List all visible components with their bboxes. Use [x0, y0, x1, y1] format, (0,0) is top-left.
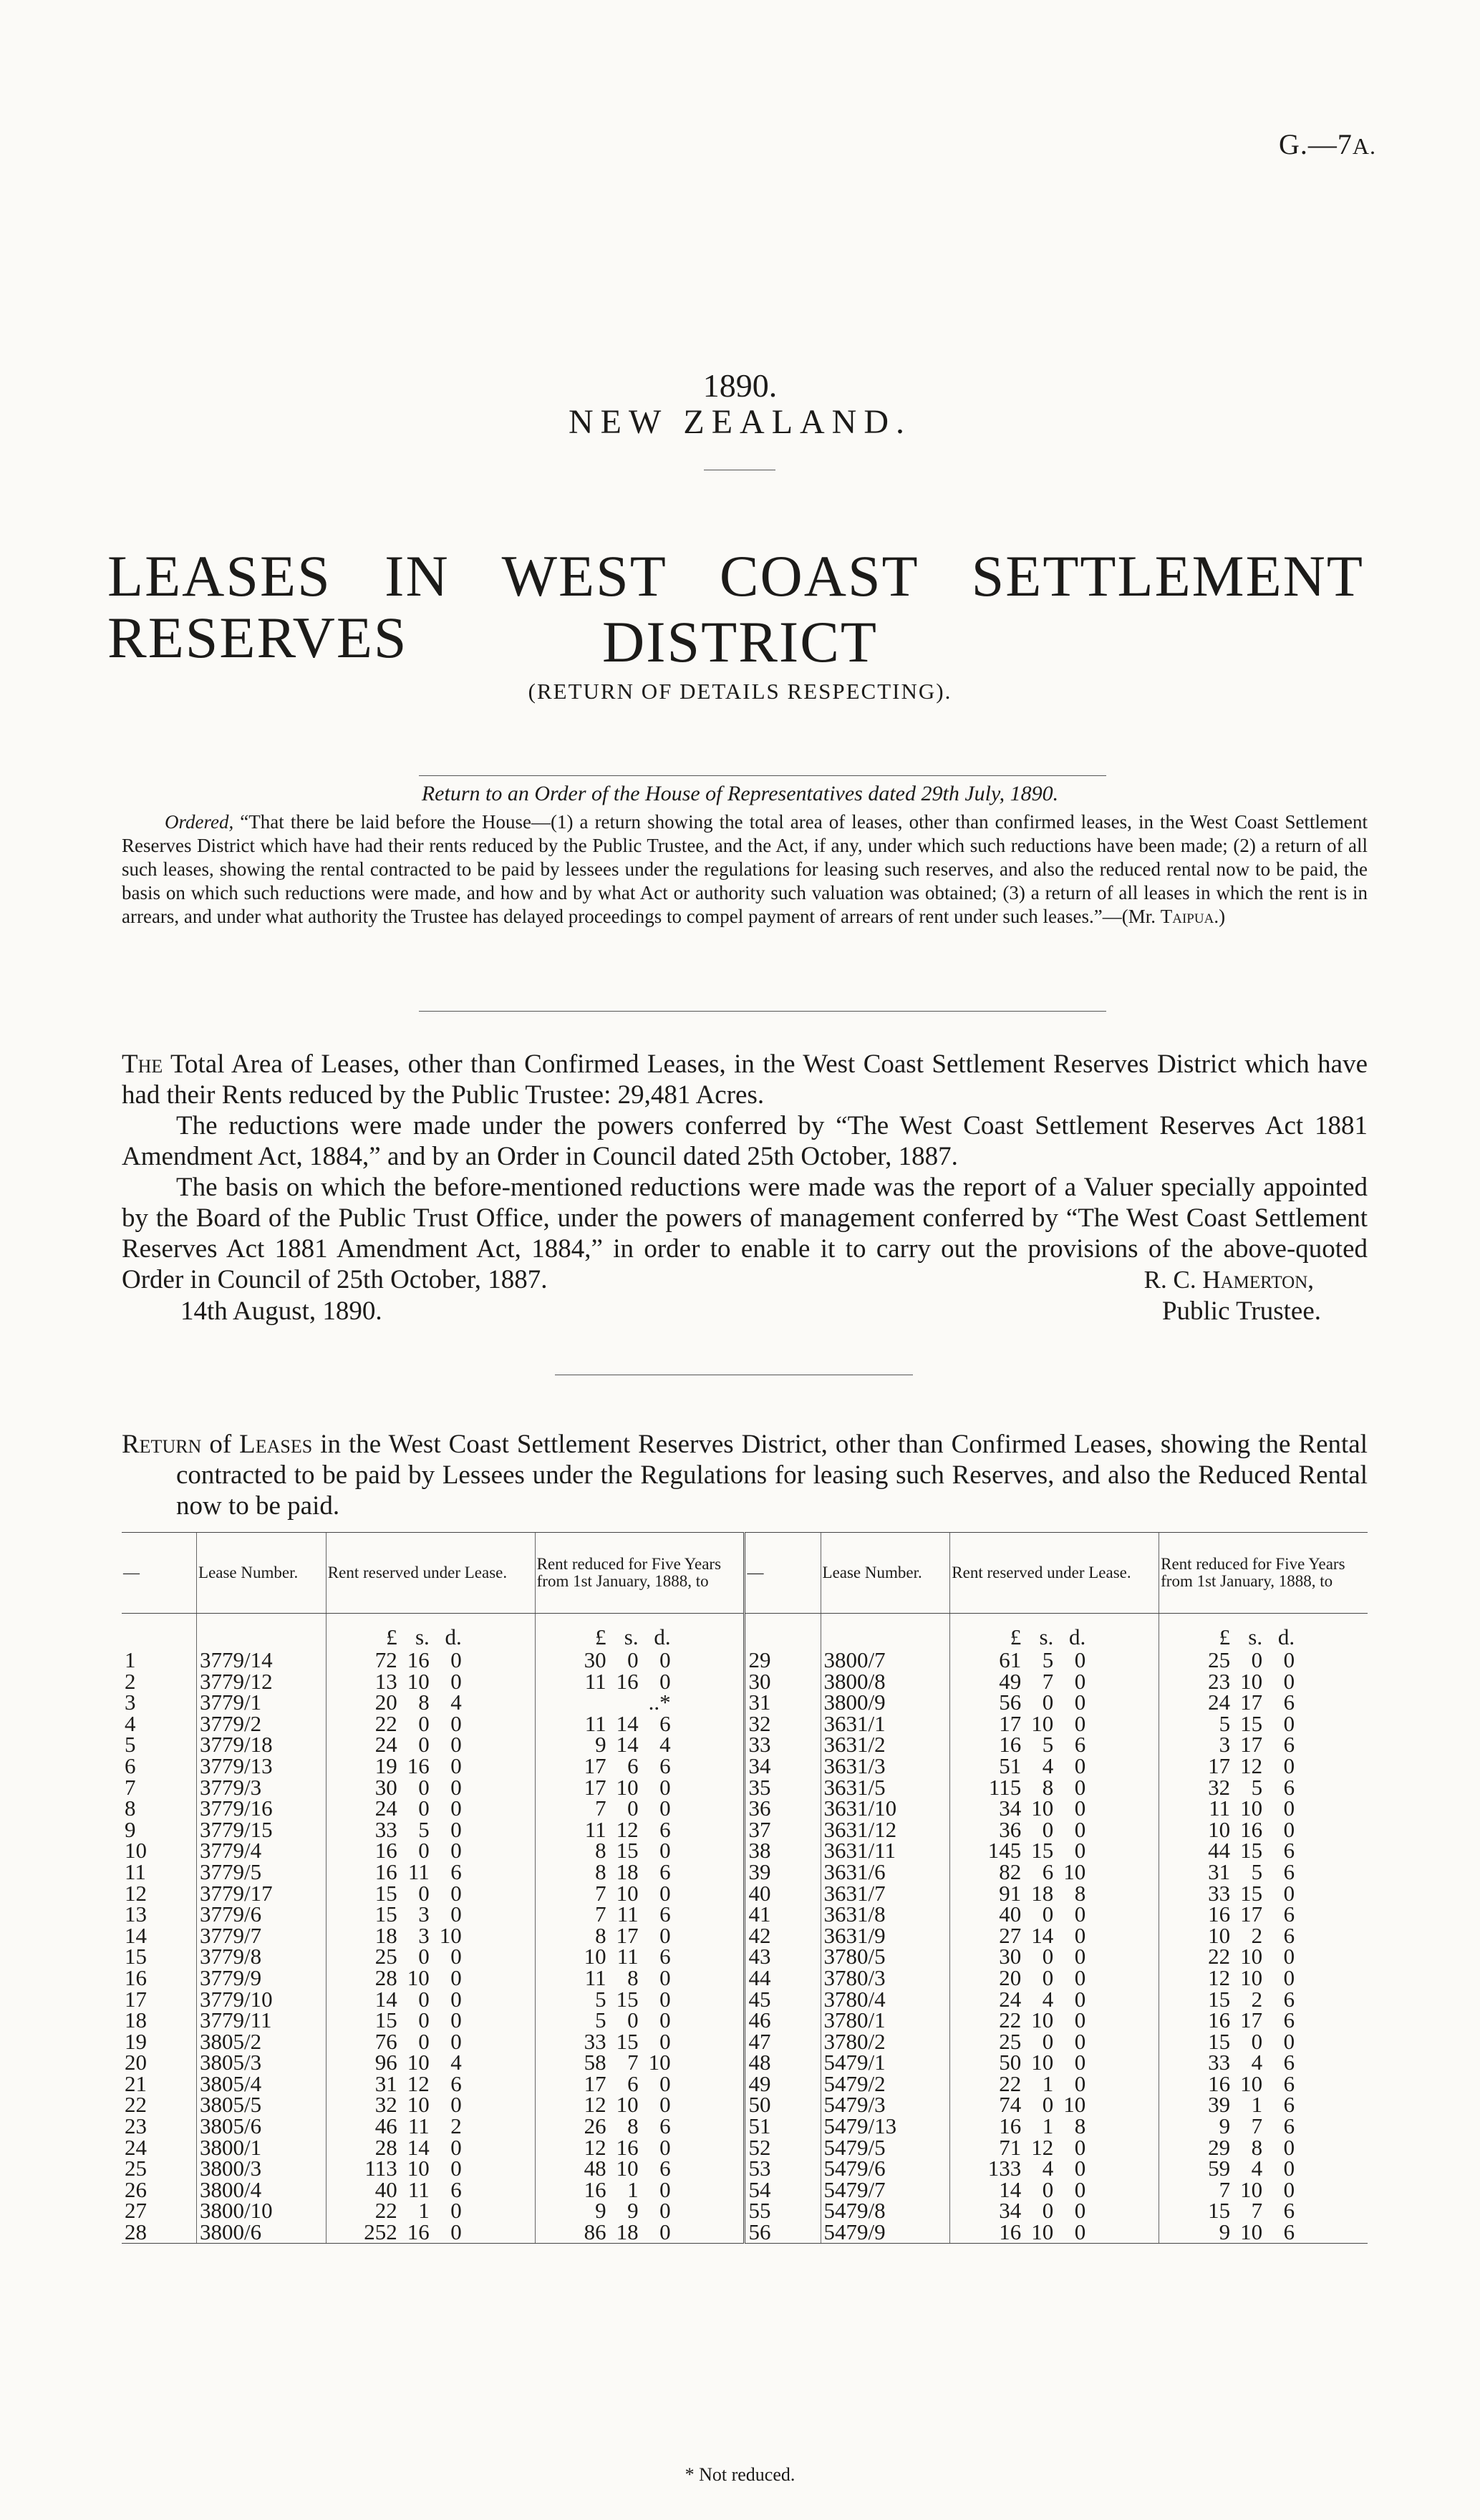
table-row: 7 3779/3 30 0 0 17 10 0 35 3631/5 115 8 0 32 5 6 — [122, 1777, 1368, 1798]
table-row: 25 3800/3 113 10 0 48 10 6 53 5479/6 133 4 0 59 4 0 — [122, 2158, 1368, 2179]
col-header-no: — — [122, 1533, 197, 1614]
paper-reference: G.—7A. — [1279, 128, 1376, 160]
col-header-reserved: Rent reserved under Lease. — [326, 1533, 535, 1614]
lease-number: 3779/18 — [197, 1734, 327, 1755]
lease-number: 3631/7 — [821, 1883, 950, 1904]
row-number: 54 — [745, 2179, 821, 2201]
lease-number: 3780/5 — [821, 1946, 950, 1967]
row-number: 13 — [125, 1901, 147, 1927]
row-number: 43 — [745, 1946, 821, 1967]
lease-number: 3631/5 — [821, 1777, 950, 1798]
lease-number: 3631/1 — [821, 1713, 950, 1735]
statement-para-3: The basis on which the before-mentioned reductions were made was the report of a Valuer specially appointed by the Board of the Public Trust Office, under the powers of management conferred by “The West Coast Settlement Reserves Act 1881 Amendment Act, 1884,” in order to enable it to carry out the provisions of the above-quoted Order in Council of 25th October, 1887. — [122, 1173, 1368, 1294]
units-row: £ s. d. £ s. d. £ s. d. £ s. d. — [122, 1614, 1368, 1650]
table-row: 15 3779/8 25 0 0 10 11 6 43 3780/5 30 0 0 22 10 0 — [122, 1946, 1368, 1967]
table-row: 26 3800/4 40 11 6 16 1 0 54 5479/7 14 0 0 7 10 0 — [122, 2179, 1368, 2201]
lease-number: 3780/3 — [821, 1967, 950, 1989]
lease-number: 3800/8 — [821, 1671, 950, 1692]
lease-number: 3800/1 — [197, 2137, 327, 2158]
lease-number: 3631/2 — [821, 1734, 950, 1755]
divider-rule — [419, 775, 1106, 776]
lease-number: 5479/8 — [821, 2200, 950, 2221]
table-row: 6 3779/13 19 16 0 17 6 6 34 3631/3 51 4 0 17 12 0 — [122, 1755, 1368, 1777]
return-heading — [122, 1429, 1368, 1521]
row-number: 45 — [745, 1989, 821, 2010]
lease-number: 3631/12 — [821, 1819, 950, 1841]
lease-number: 3631/3 — [821, 1755, 950, 1777]
lease-number: 3631/10 — [821, 1798, 950, 1819]
lease-number: 3805/5 — [197, 2094, 327, 2116]
row-number: 51 — [745, 2116, 821, 2137]
row-number: 16 — [125, 1964, 147, 1990]
row-number: 19 — [125, 2028, 147, 2054]
row-number: 17 — [125, 1986, 147, 2012]
table-row: 18 3779/11 15 0 0 5 0 0 46 3780/1 22 10 0 16 17 6 — [122, 2010, 1368, 2031]
row-number: 26 — [125, 2176, 147, 2202]
lease-number: 3805/4 — [197, 2073, 327, 2095]
table-row: 14 3779/7 18 3 10 8 17 0 42 3631/9 27 14 0 10 2 6 — [122, 1925, 1368, 1947]
divider-rule — [419, 1011, 1106, 1012]
col-header-reduced: Rent reduced for Five Years from 1st January, 1888, to — [1159, 1533, 1368, 1614]
row-number: 29 — [745, 1649, 821, 1671]
return-heading-text: in the West Coast Settlement Reserves District, other than Confirmed Leases, showing the Rental contracted to be paid by Lessees under the Regulations for leasing such Reserves, and also the Reduced Rental now to be paid. — [176, 1430, 1368, 1521]
lease-number: 3779/16 — [197, 1798, 327, 1819]
table-row: 9 3779/15 33 5 0 11 12 6 37 3631/12 36 0 0 10 16 0 — [122, 1819, 1368, 1841]
lease-number: 5479/1 — [821, 2052, 950, 2073]
statement-date: 14th August, 1890. — [180, 1297, 382, 1326]
row-number: 1 — [125, 1647, 136, 1672]
row-number: 18 — [125, 2007, 147, 2033]
row-number: 46 — [745, 2010, 821, 2031]
row-number: 27 — [125, 2198, 147, 2224]
lease-number: 3779/6 — [197, 1904, 327, 1925]
row-number: 8 — [125, 1796, 136, 1821]
table-row: 12 3779/17 15 0 0 7 10 0 40 3631/7 91 18 8 33 15 0 — [122, 1883, 1368, 1904]
table-header-row — [122, 1533, 1368, 1614]
lease-number: 3779/14 — [197, 1649, 327, 1671]
ordered-word: Ordered, — [165, 811, 234, 833]
table-row: 28 3800/6 252 16 0 86 18 0 56 5479/9 16 10 0 9 10 6 — [122, 2221, 1368, 2243]
lease-number: 3800/10 — [197, 2200, 327, 2221]
row-number: 20 — [125, 2050, 147, 2075]
lease-number: 3631/9 — [821, 1925, 950, 1947]
lease-number: 3779/12 — [197, 1671, 327, 1692]
row-number: 38 — [745, 1840, 821, 1861]
table-row: 1 3779/14 72 16 0 30 0 0 29 3800/7 61 5 0 25 0 0 — [122, 1649, 1368, 1671]
row-number: 33 — [745, 1734, 821, 1755]
lease-number: 3779/4 — [197, 1840, 327, 1861]
table-row: 5 3779/18 24 0 0 9 14 4 33 3631/2 16 5 6 3 17 6 — [122, 1734, 1368, 1755]
row-number: 24 — [125, 2134, 147, 2160]
row-number: 32 — [745, 1713, 821, 1735]
row-number: 44 — [745, 1967, 821, 1989]
row-number: 23 — [125, 2113, 147, 2139]
row-number: 37 — [745, 1819, 821, 1841]
statement-para-2: The reductions were made under the powers conferred by “The West Coast Settlement Reserves Act 1881 Amendment Act, 1884,” and by an Order in Council dated 25th October, 1887. — [122, 1111, 1368, 1171]
row-number: 50 — [745, 2094, 821, 2116]
lease-number: 3779/10 — [197, 1989, 327, 2010]
lease-number: 5479/7 — [821, 2179, 950, 2201]
lease-number: 3780/4 — [821, 1989, 950, 2010]
row-number: 41 — [745, 1904, 821, 1925]
lease-number: 3779/9 — [197, 1967, 327, 1989]
order-text — [122, 810, 1368, 929]
lease-number: 3779/5 — [197, 1861, 327, 1883]
row-number: 12 — [125, 1880, 147, 1906]
lease-number: 3631/11 — [821, 1840, 950, 1861]
lease-number: 3800/7 — [821, 1649, 950, 1671]
lease-number: 3779/8 — [197, 1946, 327, 1967]
row-number: 40 — [745, 1883, 821, 1904]
footnote: * Not reduced. — [685, 2464, 795, 2485]
of-word: of — [209, 1430, 232, 1459]
row-number: 11 — [125, 1858, 146, 1884]
lease-number: 3779/13 — [197, 1755, 327, 1777]
year: 1890. — [702, 367, 778, 404]
lease-number: 3779/3 — [197, 1777, 327, 1798]
table-row: 19 3805/2 76 0 0 33 15 0 47 3780/2 25 0 0 15 0 0 — [122, 2031, 1368, 2053]
order-heading: Return to an Order of the House of Representatives dated 29th July, 1890. — [421, 782, 1059, 805]
row-number: 49 — [745, 2073, 821, 2095]
lease-number: 5479/6 — [821, 2158, 950, 2179]
lease-number: 5479/3 — [821, 2094, 950, 2116]
table-row: 4 3779/2 22 0 0 11 14 6 32 3631/1 17 10 0 5 15 0 — [122, 1713, 1368, 1735]
lease-number: 5479/2 — [821, 2073, 950, 2095]
return-word: Return — [122, 1430, 202, 1459]
country-heading: NEW ZEALAND. — [568, 403, 912, 441]
row-number: 10 — [125, 1838, 147, 1864]
col-header-reserved: Rent reserved under Lease. — [950, 1533, 1159, 1614]
col-header-reduced: Rent reduced for Five Years from 1st January, 1888, to — [535, 1533, 745, 1614]
row-number: 25 — [125, 2156, 147, 2181]
lease-number: 3805/2 — [197, 2031, 327, 2053]
row-number: 5 — [125, 1732, 136, 1758]
leases-table — [122, 1532, 1368, 2244]
row-number: 30 — [745, 1671, 821, 1692]
row-number: 56 — [745, 2221, 821, 2243]
row-number: 22 — [125, 2092, 147, 2118]
lease-number: 3779/17 — [197, 1883, 327, 1904]
signatory: R. C. Hamerton, — [1143, 1266, 1314, 1294]
order-mover: Taipua.) — [1160, 906, 1226, 927]
statement-para-1: Total Area of Leases, other than Confirmed Leases, in the West Coast Settlement Reserves District which have had their Rents reduced by the Public Trustee: 29,481 Acres. — [122, 1050, 1368, 1110]
col-header-lease: Lease Number. — [821, 1533, 950, 1614]
row-number: 28 — [122, 2221, 197, 2243]
row-number: 6 — [125, 1753, 136, 1778]
table-row: 10 3779/4 16 0 0 8 15 0 38 3631/11 145 15 0 44 15 6 — [122, 1840, 1368, 1861]
row-number: 36 — [745, 1798, 821, 1819]
statement-body — [122, 1049, 1368, 1295]
main-title: LEASES IN WEST COAST SETTLEMENT RESERVES — [107, 543, 1364, 670]
lease-number: 3780/1 — [821, 2010, 950, 2031]
row-number: 21 — [125, 2070, 147, 2096]
lease-number: 3780/2 — [821, 2031, 950, 2053]
table-row: 16 3779/9 28 10 0 11 8 0 44 3780/3 20 0 0 12 10 0 — [122, 1967, 1368, 1989]
table-row: 8 3779/16 24 0 0 7 0 0 36 3631/10 34 10 0 11 10 0 — [122, 1798, 1368, 1819]
lease-number: 3800/4 — [197, 2179, 327, 2201]
lease-number: 3805/6 — [197, 2116, 327, 2137]
table-row: 20 3805/3 96 10 4 58 7 10 48 5479/1 50 10 0 33 4 6 — [122, 2052, 1368, 2073]
lease-number: 5479/9 — [821, 2221, 950, 2243]
main-title-line2: DISTRICT — [602, 609, 878, 674]
table-row: 2 3779/12 13 10 0 11 16 0 30 3800/8 49 7 0 23 10 0 — [122, 1671, 1368, 1692]
lease-number: 5479/13 — [821, 2116, 950, 2137]
lease-number: 3779/11 — [197, 2010, 327, 2031]
row-number: 3 — [125, 1690, 136, 1715]
lease-number: 3800/3 — [197, 2158, 327, 2179]
row-number: 2 — [125, 1668, 136, 1694]
statement-lead-word: The — [122, 1050, 163, 1079]
table-row: 21 3805/4 31 12 6 17 6 0 49 5479/2 22 1 0 16 10 6 — [122, 2073, 1368, 2095]
lease-number: 3805/3 — [197, 2052, 327, 2073]
row-number: 34 — [745, 1755, 821, 1777]
col-header-no: — — [745, 1533, 821, 1614]
row-number: 39 — [745, 1861, 821, 1883]
row-number: 7 — [125, 1774, 136, 1800]
lease-number: 3800/9 — [821, 1692, 950, 1713]
order-body: “That there be laid before the House—(1) a return showing the total area of leases, other than confirmed leases, in the West Coast Settlement Reserves District which have had their rents reduced by the Public Trustee, and the Act, if any, under which such reductions have been made; (2) a return of all such leases, showing the rental contracted to be paid by lessees under the regulations for leasing such reserves, and also the reduced rental now to be paid, the basis on which such reductions were made, and how and by what Act or authority such valuation was obtained; (3) a return of all leases in which the rent is in arrears, and under what authority the Trustee has delayed proceedings to compel payment of arrears of rent under such leases.”—(Mr. — [122, 811, 1368, 927]
leases-word: Leases — [239, 1430, 313, 1459]
row-number: 4 — [125, 1710, 136, 1736]
lease-number: 3779/2 — [197, 1713, 327, 1735]
row-number: 42 — [745, 1925, 821, 1947]
lease-number: 3800/6 — [197, 2221, 327, 2243]
lease-number: 3779/7 — [197, 1925, 327, 1947]
row-number: 35 — [745, 1777, 821, 1798]
signatory-office: Public Trustee. — [1161, 1297, 1321, 1326]
row-number: 9 — [125, 1816, 136, 1842]
table-row: 3 3779/1 20 8 4 ..* 31 3800/9 56 0 0 24 17 6 — [122, 1692, 1368, 1713]
row-number: 31 — [745, 1692, 821, 1713]
lease-number: 3779/1 — [197, 1692, 327, 1713]
row-number: 15 — [125, 1944, 147, 1969]
table-row: 13 3779/6 15 3 0 7 11 6 41 3631/8 40 0 0 16 17 6 — [122, 1904, 1368, 1925]
row-number: 52 — [745, 2137, 821, 2158]
row-number: 14 — [125, 1922, 147, 1948]
row-number: 48 — [745, 2052, 821, 2073]
table-row: 23 3805/6 46 11 2 26 8 6 51 5479/13 16 1 8 9 7 6 — [122, 2116, 1368, 2137]
subtitle: (RETURN OF DETAILS RESPECTING). — [528, 679, 952, 704]
table-row: 17 3779/10 14 0 0 5 15 0 45 3780/4 24 4 0 15 2 6 — [122, 1989, 1368, 2010]
table-row: 24 3800/1 28 14 0 12 16 0 52 5479/5 71 12 0 29 8 0 — [122, 2137, 1368, 2158]
row-number: 53 — [745, 2158, 821, 2179]
lease-number: 3779/15 — [197, 1819, 327, 1841]
col-header-lease: Lease Number. — [197, 1533, 327, 1614]
lease-number: 5479/5 — [821, 2137, 950, 2158]
row-number: 47 — [745, 2031, 821, 2053]
table-row: 22 3805/5 32 10 0 12 10 0 50 5479/3 74 0 10 39 1 6 — [122, 2094, 1368, 2116]
lease-number: 3631/8 — [821, 1904, 950, 1925]
lease-number: 3631/6 — [821, 1861, 950, 1883]
table-row: 27 3800/10 22 1 0 9 9 0 55 5479/8 34 0 0 15 7 6 — [122, 2200, 1368, 2221]
row-number: 55 — [745, 2200, 821, 2221]
table-row: 11 3779/5 16 11 6 8 18 6 39 3631/6 82 6 10 31 5 6 — [122, 1861, 1368, 1883]
